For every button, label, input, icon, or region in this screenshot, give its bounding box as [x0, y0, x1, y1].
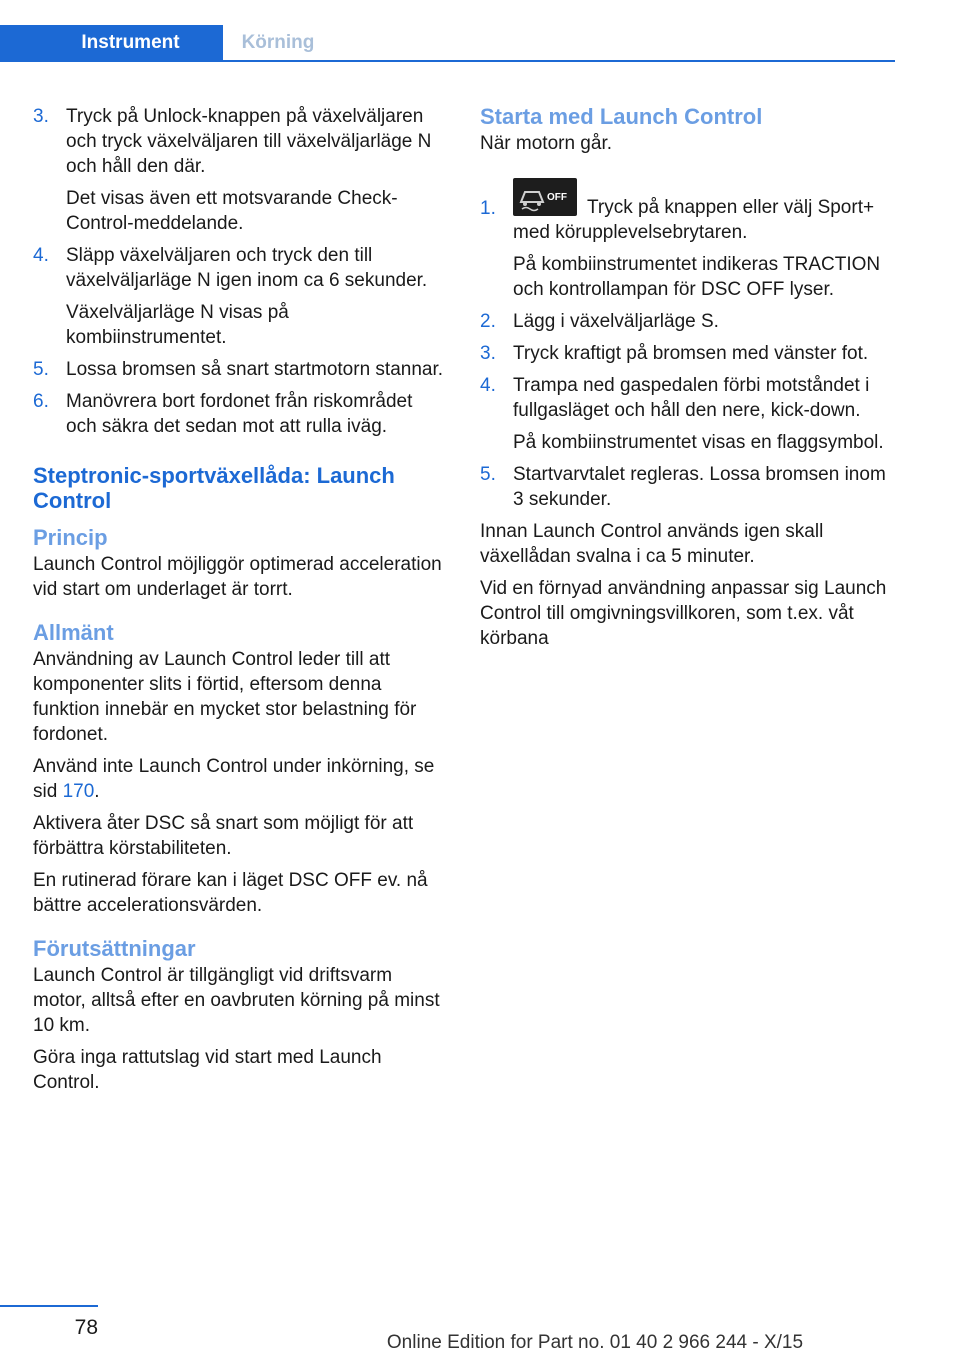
list-item: [480, 341, 898, 366]
step-text: Lossa bromsen så snart startmotorn stannar.: [66, 359, 444, 380]
step-number: 3.: [480, 343, 496, 364]
footer-divider: [0, 1305, 98, 1307]
header-tabs: [0, 25, 895, 62]
requirements-heading: Förutsättningar: [33, 936, 196, 961]
list-item: [480, 373, 898, 455]
left-column: [33, 104, 448, 1102]
reference-suffix: .: [94, 781, 100, 802]
launch-intro: När motorn går.: [480, 133, 612, 154]
general-heading: Allmänt: [33, 620, 114, 645]
general-paragraph: Aktivera åter DSC så snart som möjligt för att förbättra körstabiliteten.: [33, 813, 414, 859]
requirements-paragraph: Göra inga rattutslag vid start med Launch Control.: [33, 1047, 382, 1093]
page-reference-link[interactable]: 170: [62, 781, 95, 802]
step-number: 5.: [480, 464, 496, 485]
cooldown-paragraph: Innan Launch Control används igen skall växellådan svalna i ca 5 minuter.: [480, 521, 824, 567]
step-number: 3.: [33, 106, 49, 127]
step-text: Tryck på Unlock-knappen på växelväljaren och tryck växelväljaren till växelväljarläge N och håll den där.: [66, 106, 432, 177]
right-column: [480, 104, 898, 658]
step-note: Det visas även ett motsvarande Check-Control-meddelande.: [66, 188, 398, 234]
step-text: Startvarvtalet regleras. Lossa bromsen inom 3 sekunder.: [513, 464, 886, 510]
step-text: Släpp växelväljaren och tryck den till växelväljarläge N igen inom ca 6 sekunder.: [66, 245, 428, 291]
reference-text: Använd inte Launch Control under inkörning, se sid: [33, 756, 435, 802]
edition-footer: Online Edition for Part no. 01 40 2 966 244 - X/15: [386, 1332, 804, 1353]
step-number: 4.: [33, 245, 49, 266]
tab-korning[interactable]: Körning: [241, 32, 315, 53]
list-item: [480, 309, 898, 334]
principle-heading: Princip: [33, 525, 108, 550]
step-text: Tryck på knappen eller välj Sport+ med körupplevelsebrytaren.: [513, 197, 875, 243]
list-item: [33, 389, 448, 439]
header-divider: [0, 60, 895, 62]
step-text: Manövrera bort fordonet från riskområdet och säkra det sedan mot att rulla iväg.: [66, 391, 413, 437]
general-paragraph: En rutinerad förare kan i läget DSC OFF ev. nå bättre accelerationsvärden.: [33, 870, 428, 916]
page-number: 78: [74, 1316, 98, 1339]
adaptation-paragraph: Vid en förnyad användning anpassar sig Launch Control till omgivningsvillkoren, som t.ex. våt körbana: [480, 578, 887, 649]
step-text: Trampa ned gaspedalen förbi motståndet i fullgasläget och håll den nere, kick-down.: [513, 375, 870, 421]
principle-text: Launch Control möjliggör optimerad acceleration vid start om underlaget är torrt.: [33, 554, 442, 600]
list-item: [480, 462, 898, 512]
step-text: Tryck kraftigt på bromsen med vänster fot.: [513, 343, 869, 364]
tab-instrument[interactable]: Instrument: [0, 25, 223, 60]
list-item: [33, 357, 448, 382]
step-number: 5.: [33, 359, 49, 380]
list-item: [33, 243, 448, 350]
step-note: På kombiinstrumentet visas en flaggsymbol.: [513, 432, 884, 453]
step-number: 2.: [480, 311, 496, 332]
requirements-paragraph: Launch Control är tillgängligt vid driftsvarm motor, alltså efter en oavbruten körning på minst 10 km.: [33, 965, 440, 1036]
dsc-off-label: OFF: [547, 192, 567, 203]
list-item: [33, 104, 448, 236]
step-text: Lägg i växelväljarläge S.: [513, 311, 719, 332]
step-note: På kombiinstrumentet indikeras TRACTION och kontrollampan för DSC OFF lyser.: [513, 254, 881, 300]
step-number: 6.: [33, 391, 49, 412]
list-item: [480, 178, 898, 302]
step-number: 1.: [480, 198, 496, 219]
dsc-off-icon: [513, 178, 577, 216]
general-paragraph: Användning av Launch Control leder till att komponenter slits i förtid, eftersom denna funktion innebär en mycket stor belastning för fordonet.: [33, 649, 417, 745]
launch-heading: Starta med Launch Control: [480, 104, 763, 129]
step-text-with-icon: [513, 178, 898, 245]
step-note: Växelväljarläge N visas på kombiinstrumentet.: [66, 302, 289, 348]
step-number: 4.: [480, 375, 496, 396]
general-paragraph-reference: [33, 754, 448, 804]
section-title: Steptronic-sportväxellåda: Launch Control: [33, 463, 395, 513]
